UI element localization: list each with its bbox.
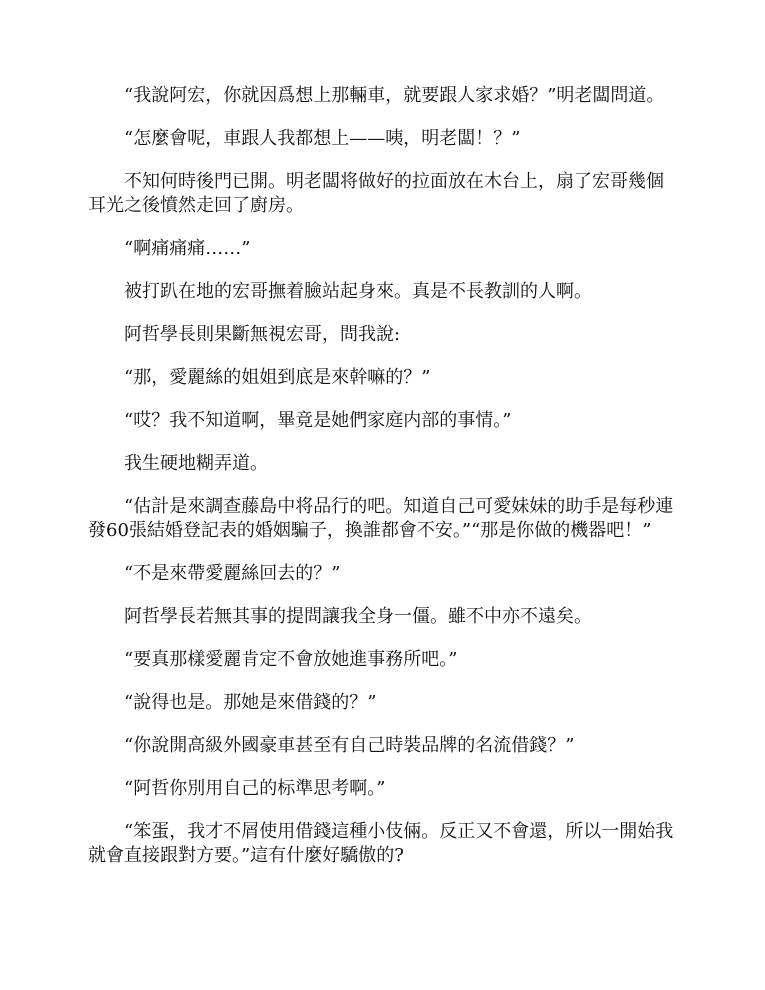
paragraph: “哎？我不知道啊，畢竟是她們家庭内部的事情。” xyxy=(124,410,512,431)
paragraph: 阿哲學長若無其事的提問讓我全身一僵。雖不中亦不遠矣。 xyxy=(124,606,592,627)
paragraph: 被打趴在地的宏哥撫着臉站起身來。真是不長教訓的人啊。 xyxy=(124,281,592,302)
paragraph: “你說開高級外國豪車甚至有自己時裝品牌的名流借錢？” xyxy=(124,735,575,756)
paragraph: “我說阿宏，你就因爲想上那輛車，就要跟人家求婚？”明老闆問道。 xyxy=(124,85,665,106)
paragraph: “阿哲你別用自己的标準思考啊。” xyxy=(124,778,386,799)
paragraph: “怎麼會呢，車跟人我都想上——咦，明老闆！？” xyxy=(124,128,521,149)
paragraph: “要真那樣愛麗肯定不會放她進事務所吧。” xyxy=(124,649,458,670)
paragraph: “那，愛麗絲的姐姐到底是來幹嘛的？” xyxy=(124,367,431,388)
paragraph: “啊痛痛痛……” xyxy=(124,238,251,259)
paragraph: 我生硬地糊弄道。 xyxy=(124,453,268,474)
paragraph: “不是來帶愛麗絲回去的？” xyxy=(124,563,341,584)
paragraph: “笨蛋，我才不屑使用借錢這種小伎倆。反正又不會還，所以一開始我就會直接跟對方要。”這有什麼好驕傲的? xyxy=(88,821,674,866)
paragraph: 阿哲學長則果斷無視宏哥，問我說: xyxy=(124,324,401,345)
paragraph: 不知何時後門已開。明老闆将做好的拉面放在木台上，扇了宏哥幾個耳光之後憤然走回了廚房。 xyxy=(88,171,664,216)
document-page xyxy=(88,84,678,887)
paragraph: “說得也是。那她是來借錢的？” xyxy=(124,692,377,713)
paragraph: “估計是來調查藤島中将品行的吧。知道自己可愛妹妹的助手是每秒連發60張結婚登記表的婚姻騙子，換誰都會不安。”“那是你做的機器吧！” xyxy=(88,496,674,541)
